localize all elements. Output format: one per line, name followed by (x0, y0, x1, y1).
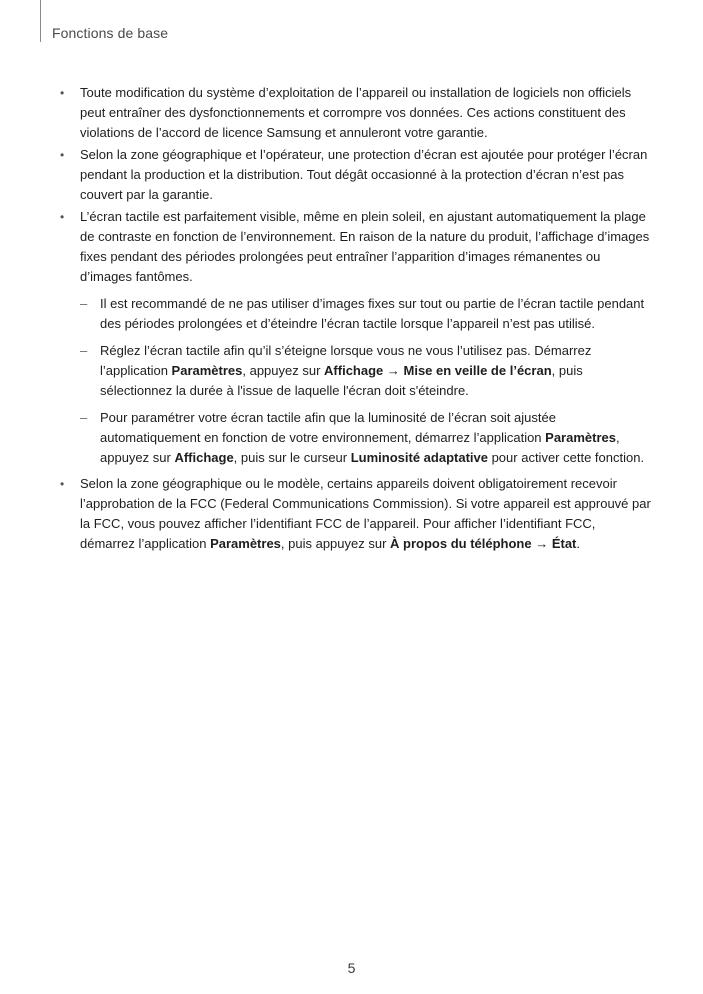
dash-icon: – (80, 410, 88, 425)
text-run: Réglez l’écran tactile afin qu’il s’éteigne lorsque vous ne vous l’utilisez pas. Démarrez l’application (100, 343, 592, 378)
bold-term: Mise en veille de l’écran (403, 363, 552, 378)
sub-text: Il est recommandé de ne pas utiliser d’images fixes sur tout ou partie de l’écran tactile pendant des périodes prolongées et d’éteindre l’écran tactile lorsque l’appareil n’est pas utilisé. (100, 296, 645, 331)
text-run: , puis sur le curseur (233, 450, 351, 465)
bullet-text: Toute modification du système d’exploitation de l’appareil ou installation de logiciels non officiels peut entraîner des dysfonctionnements et corrompre vos données. Ces actions constituent des violations de l’accord de licence Samsung et annuleront votre garantie. (80, 85, 632, 140)
bullet-item (60, 83, 652, 143)
sub-item (60, 294, 652, 334)
arrow-icon: → (531, 536, 552, 551)
text-run: , appuyez sur (100, 430, 620, 465)
sub-item (60, 341, 652, 401)
text-run: , puis appuyez sur (280, 536, 391, 551)
bullet-icon: • (60, 477, 65, 491)
bold-term: Paramètres (210, 536, 281, 551)
bullet-icon: • (60, 210, 65, 224)
bullet-item (60, 207, 652, 287)
bold-term: Affichage (324, 363, 384, 378)
text-run: Pour paramétrer votre écran tactile afin que la luminosité de l’écran soit ajustée automatiquement en fonction de votre environnement, démarrez l’application (100, 410, 556, 445)
bold-term: Luminosité adaptative (350, 450, 488, 465)
header-side-rule (40, 0, 41, 42)
bullet-text: Selon la zone géographique et l’opérateur, une protection d’écran est ajoutée pour protéger l’écran pendant la production et la distribution. Tout dégât occasionné à la protection d’écran n’est pas couvert par la garantie. (80, 147, 648, 202)
bold-term: Affichage (174, 450, 234, 465)
bullet-icon: • (60, 148, 65, 162)
page-content (60, 83, 652, 556)
bold-term: À propos du téléphone (390, 536, 532, 551)
bullet-text (80, 476, 651, 551)
text-run: , appuyez sur (242, 363, 325, 378)
sub-text (100, 410, 644, 465)
arrow-icon: → (383, 363, 404, 378)
sub-text (100, 343, 591, 398)
dash-icon: – (80, 343, 88, 358)
bullet-item (60, 145, 652, 205)
text-run: , puis sélectionnez la durée à l'issue de laquelle l'écran doit s'éteindre. (100, 363, 583, 398)
page-header-title: Fonctions de base (52, 25, 169, 41)
bullet-text: L’écran tactile est parfaitement visible, même en plein soleil, en ajustant automatiquement la plage de contraste en fonction de l’environnement. En raison de la nature du produit, l’affichage d’images fixes pendant des périodes prolongées peut entraîner l’apparition d’images rémanentes ou d’images fantômes. (80, 209, 650, 284)
sub-item (60, 408, 652, 468)
bold-term: État (551, 536, 577, 551)
bold-term: Paramètres (545, 430, 616, 445)
bullet-icon: • (60, 86, 65, 100)
text-run: . (576, 536, 581, 551)
dash-icon: – (80, 296, 88, 311)
text-run: pour activer cette fonction. (487, 450, 645, 465)
page-number: 5 (347, 960, 356, 976)
bullet-item (60, 474, 652, 554)
text-run: Selon la zone géographique ou le modèle, certains appareils doivent obligatoirement recevoir l’approbation de la FCC (Federal Communications Commission). Si votre appareil est approuvé par la FCC, vous pouvez afficher l’identifiant FCC de l’appareil. Pour afficher l’identifiant FCC, démarrez l’application (80, 476, 651, 551)
bold-term: Paramètres (171, 363, 243, 378)
